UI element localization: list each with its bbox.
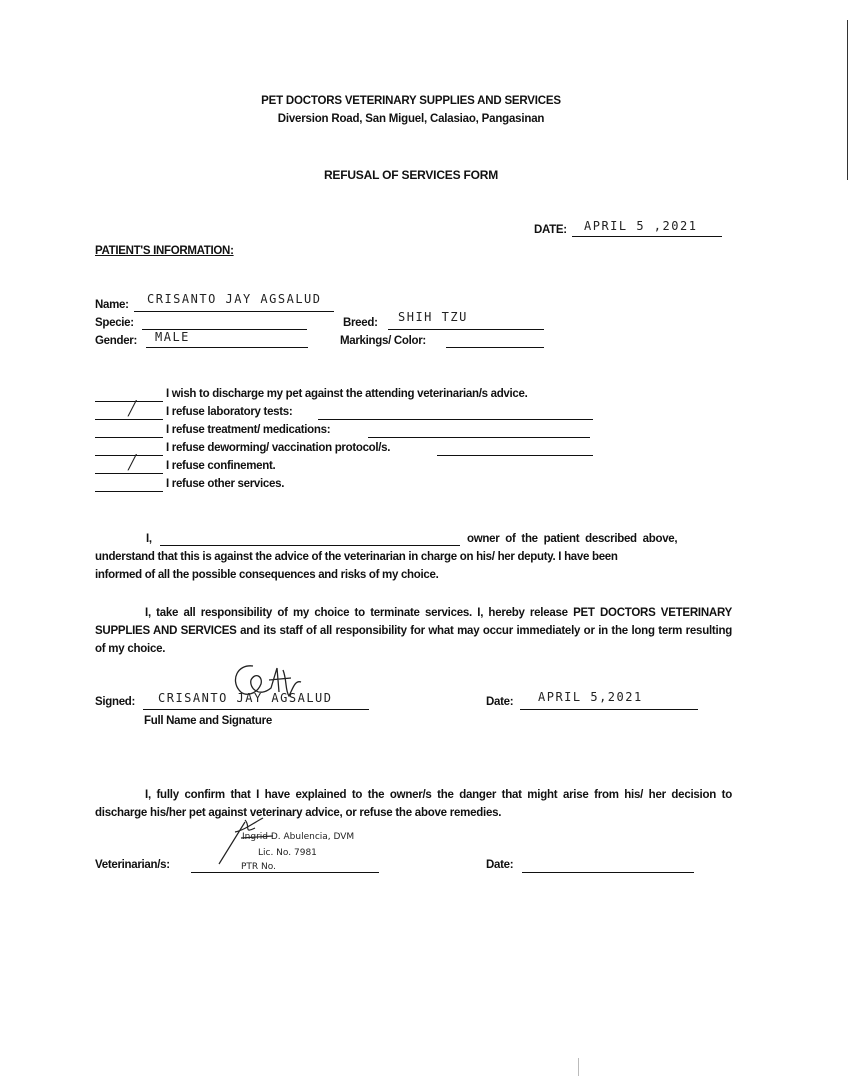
option-text: I refuse other services. (166, 478, 285, 490)
signature-caption: Full Name and Signature (144, 715, 272, 727)
name-label: Name: (95, 299, 129, 311)
signed-value: CRISANTO JAY AGSALUD (158, 691, 333, 705)
statement-owner-text: owner of the patient described above, (467, 533, 678, 545)
option-detail-line (318, 419, 593, 420)
vet-stamp-name: Ingrid D. Abulencia, DVM (242, 832, 355, 842)
date-label: DATE: (534, 224, 567, 236)
statement-i-label: I, (146, 533, 152, 545)
name-value: CRISANTO JAY AGSALUD (147, 292, 322, 306)
markings-line (446, 347, 544, 348)
vet-date-label: Date: (486, 859, 514, 871)
owner-date-value: APRIL 5,2021 (538, 690, 643, 704)
date-value: APRIL 5 ,2021 (584, 219, 698, 233)
option-text: I refuse laboratory tests: (166, 406, 293, 418)
vet-line (191, 872, 379, 873)
vet-stamp-license: Lic. No. 7981 (258, 848, 317, 858)
company-name: PET DOCTORS VETERINARY SUPPLIES AND SERVICES (261, 95, 561, 107)
patient-section-title: PATIENT'S INFORMATION: (95, 245, 234, 257)
vet-date-line (522, 872, 694, 873)
signed-label: Signed: (95, 696, 136, 708)
scan-edge-line (847, 20, 848, 180)
date-line (572, 236, 722, 237)
signed-line (143, 709, 369, 710)
breed-value: SHIH TZU (398, 310, 468, 324)
markings-label: Markings/ Color: (340, 335, 426, 347)
vet-stamp-ptr: PTR No. (241, 862, 276, 872)
owner-name-line (160, 545, 460, 546)
gender-label: Gender: (95, 335, 137, 347)
option-text: I wish to discharge my pet against the attending veterinarian/s advice. (166, 388, 528, 400)
name-line (134, 311, 334, 312)
statement-line-2: understand that this is against the advice of the veterinarian in charge on his/ her deputy. I have been (95, 551, 618, 563)
vet-confirmation-paragraph: I, fully confirm that I have explained to the owner/s the danger that might arise from his/ her decision to discharge his/her pet against veterinary advice, or refuse the above remedies. (95, 789, 732, 819)
option-text: I refuse confinement. (166, 460, 276, 472)
option-blank (95, 491, 163, 492)
option-detail-line (368, 437, 590, 438)
option-blank (95, 419, 163, 420)
owner-date-label: Date: (486, 696, 514, 708)
scan-edge-dots (578, 1058, 579, 1076)
option-text: I refuse treatment/ medications: (166, 424, 331, 436)
option-check-mark: ╱ (128, 455, 137, 471)
vet-label: Veterinarian/s: (95, 859, 170, 871)
option-text: I refuse deworming/ vaccination protocol/s. (166, 442, 391, 454)
specie-label: Specie: (95, 317, 134, 329)
option-blank (95, 473, 163, 474)
responsibility-paragraph: I, take all responsibility of my choice to terminate services. I, hereby release PET DOCTORS VETERINARY SUPPLIES AND SERVICES and its staff of all responsibility for what may occur immediately or in the long term resulting of my choice. (95, 607, 732, 655)
form-title: REFUSAL OF SERVICES FORM (323, 168, 499, 182)
gender-value: MALE (155, 330, 190, 344)
gender-line (146, 347, 308, 348)
option-blank (95, 437, 163, 438)
statement-line-3: informed of all the possible consequences and risks of my choice. (95, 569, 439, 581)
company-address: Diversion Road, San Miguel, Calasiao, Pangasinan (277, 113, 545, 125)
owner-date-line (520, 709, 698, 710)
breed-line (388, 329, 544, 330)
option-detail-line (437, 455, 593, 456)
option-check-mark: ╱ (128, 401, 137, 417)
breed-label: Breed: (343, 317, 378, 329)
